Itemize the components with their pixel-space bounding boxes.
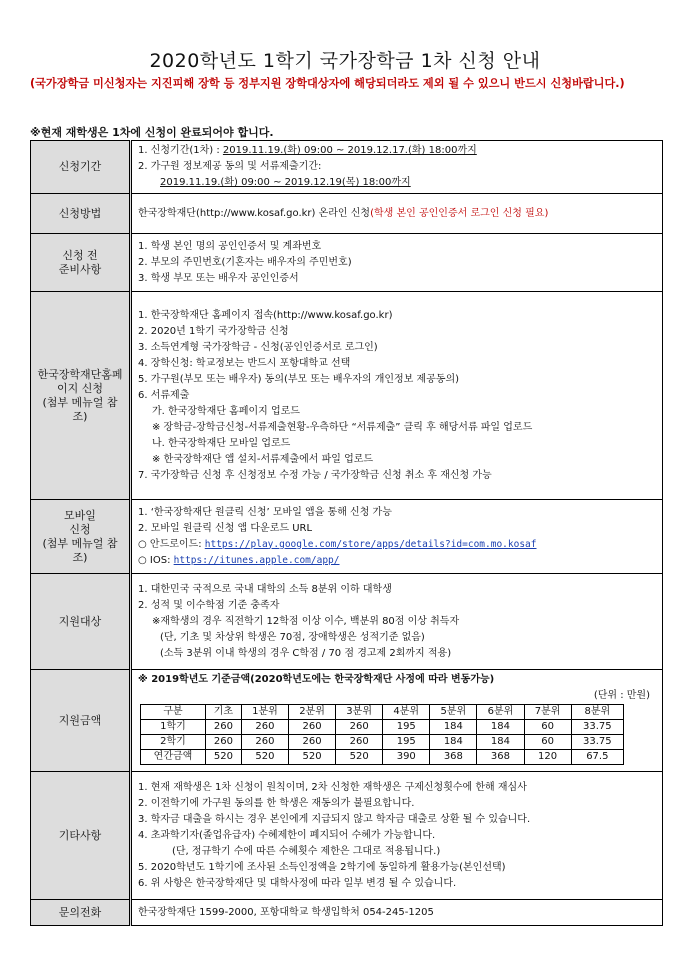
label-mobile-3: (첨부 메뉴얼 참 — [42, 536, 118, 550]
web-line: 7. 국가장학금 신청 후 신청정보 수정 가능 / 국가장학금 신청 취소 후 재신청 가능 — [138, 469, 492, 481]
prep-line: 1. 학생 본인 명의 공인인증서 및 계좌번호 — [138, 240, 322, 252]
label-prep-1: 신청 전 — [62, 248, 98, 262]
notice-text: ※현재 재학생은 1차에 신청이 완료되어야 합니다. — [30, 126, 274, 139]
android-label: ○ 안드로이드: — [138, 538, 205, 550]
table-cell: 520 — [241, 750, 288, 765]
label-etc: 기타사항 — [31, 772, 131, 900]
table-cell: 390 — [383, 750, 430, 765]
table-cell: 260 — [336, 735, 383, 750]
label-amount: 지원금액 — [31, 670, 131, 772]
label-web-3: (첨부 메뉴얼 참 — [42, 395, 118, 409]
etc-line: 5. 2020학년도 1학기에 조사된 소득인정액을 2학기에 동일하게 활용가능(본인선택) — [138, 861, 506, 873]
table-cell: 184 — [430, 735, 477, 750]
label-mobile-2: 신청 — [69, 522, 91, 536]
label-prep-2: 준비사항 — [58, 262, 102, 276]
etc-line: 6. 위 사항은 한국장학재단 및 대학사정에 따라 일부 변경 될 수 있습니다. — [138, 877, 457, 889]
col-header: 7분위 — [524, 705, 571, 720]
label-target: 지원대상 — [31, 574, 131, 670]
period-line1-prefix: 1. 신청기간(1차) : — [138, 145, 223, 156]
row-mobile — [31, 500, 663, 574]
web-line: 4. 장학신청: 학교정보는 반드시 포항대학교 선택 — [138, 357, 351, 369]
web-line: 3. 소득연계형 국가장학금 - 신청(공인인증서로 로그인) — [138, 341, 378, 353]
table-cell: 184 — [477, 720, 524, 735]
col-header: 1분위 — [241, 705, 288, 720]
row-contact — [31, 900, 663, 926]
table-cell: 260 — [241, 735, 288, 750]
prep-line: 2. 부모의 주민번호(기혼자는 배우자의 주민번호) — [138, 256, 352, 268]
row-target — [31, 574, 663, 670]
etc-line: 4. 초과학기자(졸업유급자) 수혜제한이 폐지되어 수혜가 가능합니다. — [138, 829, 436, 841]
label-period: 신청기간 — [31, 141, 131, 194]
ios-label: ○ IOS: — [138, 554, 174, 566]
web-line: 5. 가구원(부모 또는 배우자) 동의(부모 또는 배우자의 개인정보 제공동의) — [138, 373, 460, 385]
table-cell: 2학기 — [141, 735, 206, 750]
col-header: 기초 — [206, 705, 242, 720]
table-row — [141, 735, 624, 750]
row-prep — [31, 234, 663, 292]
period-line1-dates: 2019.11.19.(화) 09:00 ~ 2019.12.17.(화) 18:00까지 — [222, 145, 477, 156]
table-cell: 368 — [430, 750, 477, 765]
label-contact: 문의전화 — [31, 900, 131, 926]
col-header: 4분위 — [383, 705, 430, 720]
target-line: (소득 3분위 이내 학생의 경우 C학점 / 70 점 경고제 2회까지 적용) — [160, 647, 452, 659]
etc-line: 1. 현재 재학생은 1차 신청이 원칙이며, 2차 신청한 재학생은 구제신청횟수에 한해 재심사 — [138, 781, 527, 793]
amount-unit: (단위 : 만원) — [593, 690, 650, 701]
warning-text: (국가장학금 미신청자는 지진피해 장학 등 정부지원 장학대상자에 해당되더라도 제외 될 수 있으니 반드시 신청바랍니다.) — [30, 77, 625, 90]
col-header: 6분위 — [477, 705, 524, 720]
method-text: 한국장학재단(http://www.kosaf.go.kr) 온라인 신청 — [138, 207, 371, 219]
table-cell: 260 — [288, 720, 335, 735]
table-cell: 520 — [206, 750, 242, 765]
label-method: 신청방법 — [31, 194, 131, 234]
label-web-2: 이지 신청 — [56, 381, 103, 395]
table-cell: 184 — [430, 720, 477, 735]
table-cell: 520 — [288, 750, 335, 765]
table-cell: 195 — [383, 735, 430, 750]
row-etc — [31, 772, 663, 900]
table-cell: 368 — [477, 750, 524, 765]
amount-header: ※ 2019학년도 기준금액(2020학년도에는 한국장학재단 사정에 따라 변동가능) — [138, 674, 495, 685]
table-cell: 260 — [206, 735, 242, 750]
col-header: 구분 — [141, 705, 206, 720]
col-header: 5분위 — [430, 705, 477, 720]
target-line: ※재학생의 경우 직전학기 12학점 이상 이수, 백분위 80점 이상 취득자 — [152, 615, 460, 627]
amount-table — [140, 704, 624, 765]
mobile-line2: 2. 모바일 원클릭 신청 앱 다운로드 URL — [138, 522, 313, 534]
table-cell: 120 — [524, 750, 571, 765]
web-line: ※ 장학금-장학금신청-서류제출현황-우측하단 “서류제출” 클릭 후 해당서류 파일 업로드 — [152, 421, 533, 433]
mobile-line1: 1. ‘한국장학재단 원클릭 신청’ 모바일 앱을 통해 신청 가능 — [138, 506, 392, 518]
web-line: 나. 한국장학재단 모바일 업로드 — [152, 437, 291, 449]
etc-line: (단, 정규학기 수에 따른 수혜횟수 제한은 그대로 적용됩니다.) — [172, 845, 441, 857]
etc-line: 3. 학자금 대출을 하시는 경우 본인에게 지급되지 않고 학자금 대출로 상환 될 수 있습니다. — [138, 813, 531, 825]
ios-link[interactable]: https://itunes.apple.com/app/ — [173, 554, 340, 566]
table-cell: 60 — [524, 735, 571, 750]
col-header: 8분위 — [571, 705, 623, 720]
table-cell: 33.75 — [571, 735, 623, 750]
row-period — [31, 141, 663, 194]
etc-line: 2. 이전학기에 가구원 동의를 한 학생은 재동의가 불필요합니다. — [138, 797, 415, 809]
label-web-4: 조) — [72, 409, 88, 423]
row-amount — [31, 670, 663, 772]
table-cell: 195 — [383, 720, 430, 735]
table-cell: 184 — [477, 735, 524, 750]
table-cell: 1학기 — [141, 720, 206, 735]
table-cell: 260 — [336, 720, 383, 735]
prep-line: 3. 학생 부모 또는 배우자 공인인증서 — [138, 272, 299, 284]
table-row — [141, 720, 624, 735]
table-cell: 260 — [206, 720, 242, 735]
method-note: (학생 본인 공인인증서 로그인 신청 필요) — [370, 207, 549, 219]
info-table — [30, 140, 663, 926]
table-row — [141, 750, 624, 765]
web-line: 2. 2020년 1학기 국가장학금 신청 — [138, 325, 289, 337]
period-line3: 2019.11.19.(화) 09:00 ~ 2019.12.19(목) 18:00까지 — [160, 177, 411, 188]
period-line2: 2. 가구원 정보제공 동의 및 서류제출기간: — [138, 161, 322, 172]
page-title: 2020학년도 1학기 국가장학금 1차 신청 안내 — [149, 50, 541, 72]
table-cell: 33.75 — [571, 720, 623, 735]
contact-text: 한국장학재단 1599-2000, 포항대학교 학생입학처 054-245-1205 — [138, 906, 434, 918]
web-line: 가. 한국장학재단 홈페이지 업로드 — [152, 405, 300, 417]
col-header: 3분위 — [336, 705, 383, 720]
android-link[interactable]: https://play.google.com/store/apps/details?id=com.mo.kosaf — [204, 538, 537, 550]
table-cell: 520 — [336, 750, 383, 765]
amount-table-header — [141, 705, 624, 720]
web-line: 1. 한국장학재단 홈페이지 접속(http://www.kosaf.go.kr) — [138, 309, 393, 321]
row-method — [31, 194, 663, 234]
table-cell: 260 — [288, 735, 335, 750]
target-line: (단, 기초 및 차상위 학생은 70점, 장애학생은 성적기준 없음) — [160, 631, 425, 643]
label-web-1: 한국장학재단홈페 — [37, 367, 123, 381]
web-line: 6. 서류제출 — [138, 389, 190, 401]
label-mobile-1: 모바일 — [64, 508, 96, 522]
col-header: 2분위 — [288, 705, 335, 720]
target-line: 1. 대한민국 국적으로 국내 대학의 소득 8분위 이하 대학생 — [138, 583, 392, 595]
table-cell: 연간금액 — [141, 750, 206, 765]
table-cell: 67.5 — [571, 750, 623, 765]
table-cell: 60 — [524, 720, 571, 735]
row-web — [31, 292, 663, 500]
label-mobile-4: 조) — [72, 550, 88, 564]
target-line: 2. 성적 및 이수학점 기준 충족자 — [138, 599, 280, 611]
web-line: ※ 한국장학재단 앱 설치-서류제출에서 파일 업로드 — [152, 453, 374, 465]
table-cell: 260 — [241, 720, 288, 735]
